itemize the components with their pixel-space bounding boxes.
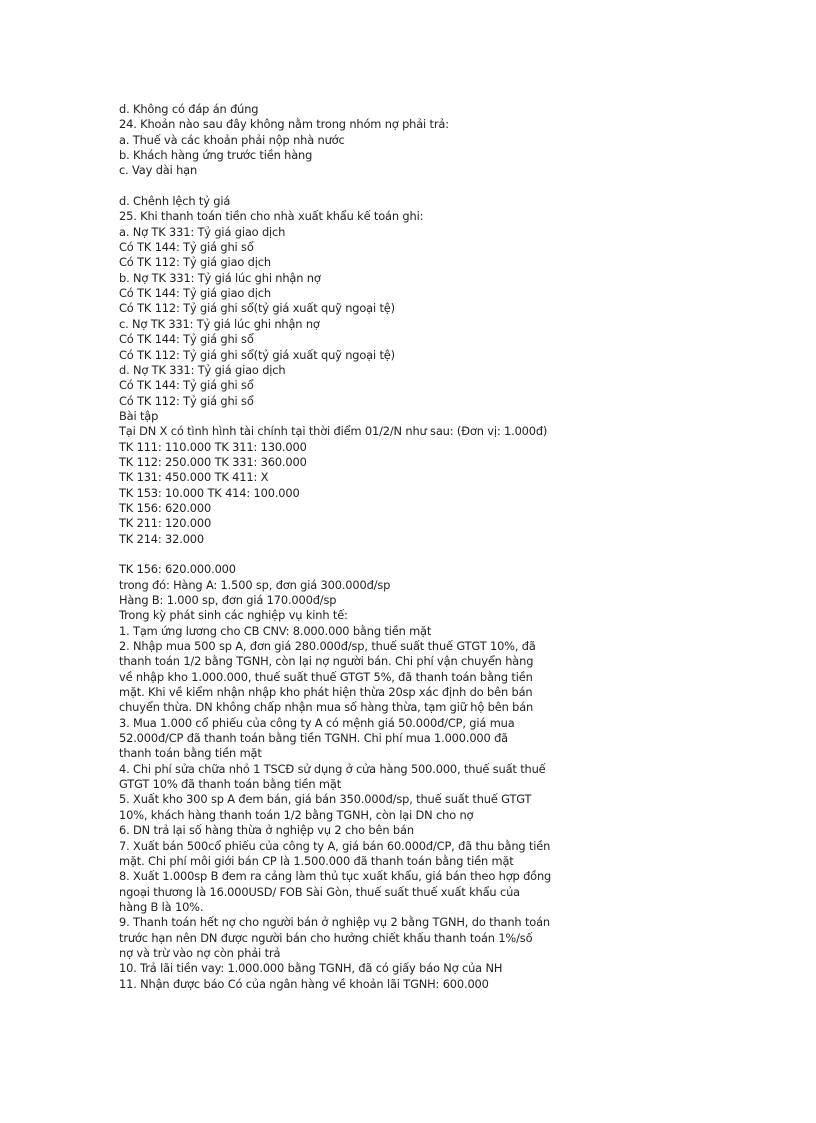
text-line: về nhập kho 1.000.000, thuế suất thuế GTGT 5%, đã thanh toán bằng tiền — [119, 669, 533, 684]
text-line: TK 211: 120.000 — [119, 516, 212, 531]
text-line: 9. Thanh toán hết nợ cho người bán ở nghiệp vụ 2 bằng TGNH, do thanh toán — [119, 915, 550, 930]
text-line: d. Nợ TK 331: Tỷ giá giao dịch — [119, 362, 286, 377]
text-line: Có TK 144: Tỷ giá ghi sổ — [119, 240, 254, 255]
text-line: 8. Xuất 1.000sp B đem ra cảng làm thủ tục xuất khẩu, giá bán theo hợp đồng — [119, 869, 552, 884]
text-line: a. Thuế và các khoản phải nộp nhà nước — [119, 132, 345, 147]
text-line: Có TK 112: Tỷ giá ghi sổ(tỷ giá xuất quỹ ngoại tệ) — [119, 301, 395, 316]
text-line: mặt. Chi phí môi giới bán CP là 1.500.000 đã thanh toán bằng tiền mặt — [119, 853, 514, 868]
text-line: 1. Tạm ứng lương cho CB CNV: 8.000.000 bằng tiền mặt — [119, 623, 432, 638]
text-line: 5. Xuất kho 300 sp A đem bán, giá bán 350.000đ/sp, thuế suất thuế GTGT — [119, 792, 532, 807]
text-line: 10. Trả lãi tiền vay: 1.000.000 bằng TGNH, đã có giấy báo Nợ của NH — [119, 961, 503, 976]
text-line: thanh toán 1/2 bằng TGNH, còn lại nợ người bán. Chi phí vận chuyển hàng — [119, 654, 534, 669]
text-line: Trong kỳ phát sinh các nghiệp vụ kinh tế: — [119, 608, 348, 623]
text-line: thanh toán bằng tiền mặt — [119, 746, 262, 761]
text-line: chuyển thừa. DN không chấp nhận mua số hàng thừa, tạm giữ hộ bên bán — [119, 700, 534, 715]
text-line: TK 131: 450.000 TK 411: X — [119, 470, 269, 485]
text-line: trong đó: Hàng A: 1.500 sp, đơn giá 300.000đ/sp — [119, 577, 391, 592]
text-line: b. Khách hàng ứng trước tiền hàng — [119, 148, 313, 163]
text-line: Có TK 144: Tỷ giá ghi sổ — [119, 332, 254, 347]
text-line: TK 112: 250.000 TK 331: 360.000 — [119, 454, 307, 469]
text-line: 11. Nhận được báo Có của ngân hàng về khoản lãi TGNH: 600.000 — [119, 976, 489, 991]
text-line: 10%, khách hàng thanh toán 1/2 bằng TGNH, còn lại DN cho nợ — [119, 807, 474, 822]
text-line: TK 156: 620.000.000 — [119, 562, 236, 577]
text-line: 3. Mua 1.000 cổ phiếu của công ty A có mệnh giá 50.000đ/CP, giá mua — [119, 715, 515, 730]
text-line: 25. Khi thanh toán tiền cho nhà xuất khẩu kế toán ghi: — [119, 209, 424, 224]
text-line: d. Chênh lệch tỷ giá — [119, 194, 231, 209]
blank-line — [119, 179, 559, 194]
text-line: 24. Khoản nào sau đây không nằm trong nhóm nợ phải trả: — [119, 117, 449, 132]
text-line: 4. Chi phí sửa chữa nhỏ 1 TSCĐ sử dụng ở cửa hàng 500.000, thuế suất thuế — [119, 761, 546, 776]
text-line: b. Nợ TK 331: Tỷ giá lúc ghi nhận nợ — [119, 270, 321, 285]
text-line: Hàng B: 1.000 sp, đơn giá 170.000đ/sp — [119, 593, 337, 607]
text-line: a. Nợ TK 331: Tỷ giá giao dịch — [119, 224, 286, 239]
text-line: 7. Xuất bán 500cổ phiếu của công ty A, giá bán 60.000đ/CP, đã thu bằng tiền — [119, 838, 551, 853]
text-line: Bài tập — [119, 408, 159, 423]
text-line: c. Vay dài hạn — [119, 163, 198, 178]
text-line: c. Nợ TK 331: Tỷ giá lúc ghi nhận nợ — [119, 316, 320, 331]
text-line: nợ và trừ vào nợ còn phải trả — [119, 945, 281, 960]
text-line: ngoại thương là 16.000USD/ FOB Sài Gòn, thuế suất thuế xuất khẩu của — [119, 884, 520, 899]
text-line: GTGT 10% đã thanh toán bằng tiền mặt — [119, 777, 342, 792]
text-line: TK 153: 10.000 TK 414: 100.000 — [119, 485, 300, 500]
blank-line — [119, 547, 559, 562]
text-line: Tại DN X có tình hình tài chính tại thời điểm 01/2/N như sau: (Đơn vị: 1.000đ) — [119, 424, 548, 439]
document-body — [119, 102, 559, 992]
text-line: d. Không có đáp án đúng — [119, 102, 259, 116]
text-line: TK 214: 32.000 — [119, 531, 205, 546]
text-line: Có TK 112: Tỷ giá ghi sổ — [119, 393, 254, 408]
text-line: 2. Nhập mua 500 sp A, đơn giá 280.000đ/sp, thuế suất thuế GTGT 10%, đã — [119, 639, 536, 654]
text-line: TK 156: 620.000 — [119, 500, 212, 515]
text-line: TK 111: 110.000 TK 311: 130.000 — [119, 439, 307, 454]
text-line: Có TK 112: Tỷ giá giao dịch — [119, 255, 271, 270]
text-line: hàng B là 10%. — [119, 899, 204, 914]
text-line: 6. DN trả lại số hàng thừa ở nghiệp vụ 2 cho bên bán — [119, 823, 414, 838]
text-line: Có TK 112: Tỷ giá ghi sổ(tỷ giá xuất quỹ ngoại tệ) — [119, 347, 395, 362]
text-line: Có TK 144: Tỷ giá ghi sổ — [119, 378, 254, 393]
text-line: mặt. Khi về kiểm nhận nhập kho phát hiện thừa 20sp xác định do bên bán — [119, 685, 533, 700]
text-line: 52.000đ/CP đã thanh toán bằng tiền TGNH. Chi phí mua 1.000.000 đã — [119, 731, 509, 746]
text-line: Có TK 144: Tỷ giá giao dịch — [119, 286, 271, 301]
text-line: trước hạn nên DN được người bán cho hưởng chiết khấu thanh toán 1%/số — [119, 930, 533, 945]
